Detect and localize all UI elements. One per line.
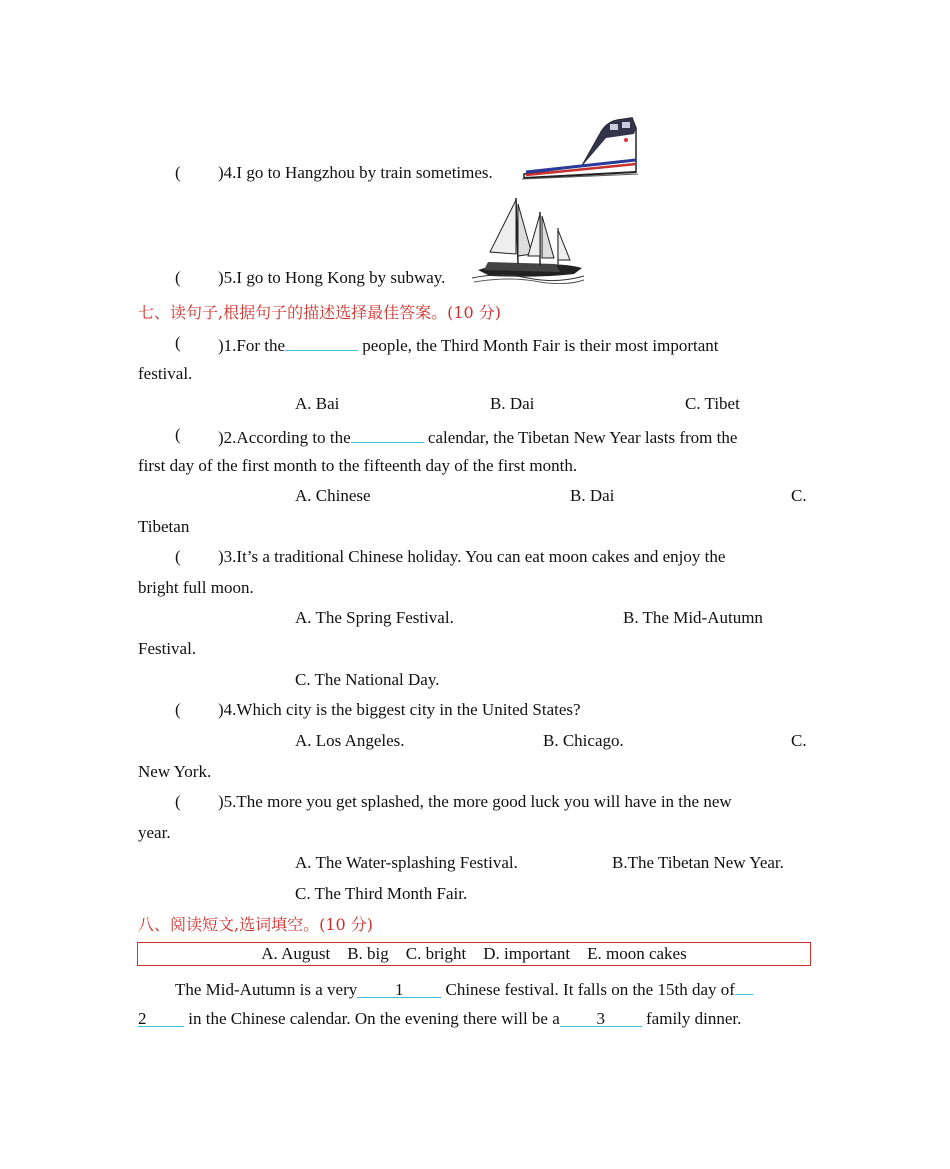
- paren-open: (: [175, 163, 181, 182]
- question-7-3: )3.It’s a traditional Chinese holiday. You can eat moon cakes and enjoy the: [218, 547, 726, 566]
- question-7-5: )5.The more you get splashed, the more good luck you will have in the new: [218, 792, 732, 811]
- option-c: C. The National Day.: [295, 670, 440, 689]
- question-7-1: )1.For the people, the Third Month Fair is their most important: [218, 333, 718, 356]
- option-c-cont: New York.: [138, 762, 212, 781]
- section-7-heading: 七、读句子,根据句子的描述选择最佳答案。(10 分): [138, 303, 502, 322]
- option-a: A. Bai: [295, 394, 340, 413]
- question-7-5-cont: year.: [138, 823, 171, 842]
- option-b-cont: Festival.: [138, 639, 197, 658]
- answer-blank[interactable]: [351, 425, 424, 443]
- passage-line-2: 2 in the Chinese calendar. On the evening there will be a 3 family dinner.: [138, 1009, 742, 1028]
- option-a: A. The Water-splashing Festival.: [295, 853, 518, 872]
- option-a: A. The Spring Festival.: [295, 608, 454, 627]
- paren-open: (: [175, 547, 181, 566]
- option-c: C.: [791, 486, 807, 505]
- option-b: B. Chicago.: [543, 731, 624, 750]
- question-6-5: )5.I go to Hong Kong by subway.: [218, 268, 446, 287]
- paren-open: (: [175, 425, 181, 444]
- answer-blank-1[interactable]: 1: [357, 980, 441, 998]
- paren-open: (: [175, 700, 181, 719]
- word-bank: A. August B. big C. bright D. important E. moon cakes: [137, 942, 811, 966]
- question-7-2-cont: first day of the first month to the fifteenth day of the first month.: [138, 456, 578, 475]
- option-c: C.: [791, 731, 807, 750]
- option-a: A. Chinese: [295, 486, 371, 505]
- answer-blank[interactable]: [285, 333, 358, 351]
- question-7-3-cont: bright full moon.: [138, 578, 254, 597]
- answer-blank-2[interactable]: 2: [138, 1009, 184, 1027]
- option-b: B.The Tibetan New Year.: [612, 853, 784, 872]
- option-c: C. Tibet: [685, 394, 740, 413]
- sailing-ship-icon: [470, 192, 586, 284]
- section-8-heading: 八、阅读短文,选词填空。(10 分): [138, 915, 374, 934]
- paren-open: (: [175, 792, 181, 811]
- paren-open: (: [175, 333, 181, 352]
- option-b: B. Dai: [570, 486, 615, 505]
- option-b: B. The Mid-Autumn: [623, 608, 763, 627]
- option-c: C. The Third Month Fair.: [295, 884, 468, 903]
- passage-line-1: The Mid-Autumn is a very 1 Chinese festival. It falls on the 15th day of: [175, 977, 753, 1000]
- answer-blank-3[interactable]: 3: [560, 1009, 642, 1027]
- question-6-4: )4.I go to Hangzhou by train sometimes.: [218, 163, 493, 182]
- paren-open: (: [175, 268, 181, 287]
- option-a: A. Los Angeles.: [295, 731, 405, 750]
- option-c-cont: Tibetan: [138, 517, 190, 536]
- answer-blank-2-start[interactable]: [735, 977, 753, 995]
- question-7-2: )2.According to the calendar, the Tibetan New Year lasts from the: [218, 425, 737, 448]
- question-7-1-cont: festival.: [138, 364, 193, 383]
- option-b: B. Dai: [490, 394, 535, 413]
- question-7-4: )4.Which city is the biggest city in the United States?: [218, 700, 581, 719]
- train-icon: [522, 114, 638, 180]
